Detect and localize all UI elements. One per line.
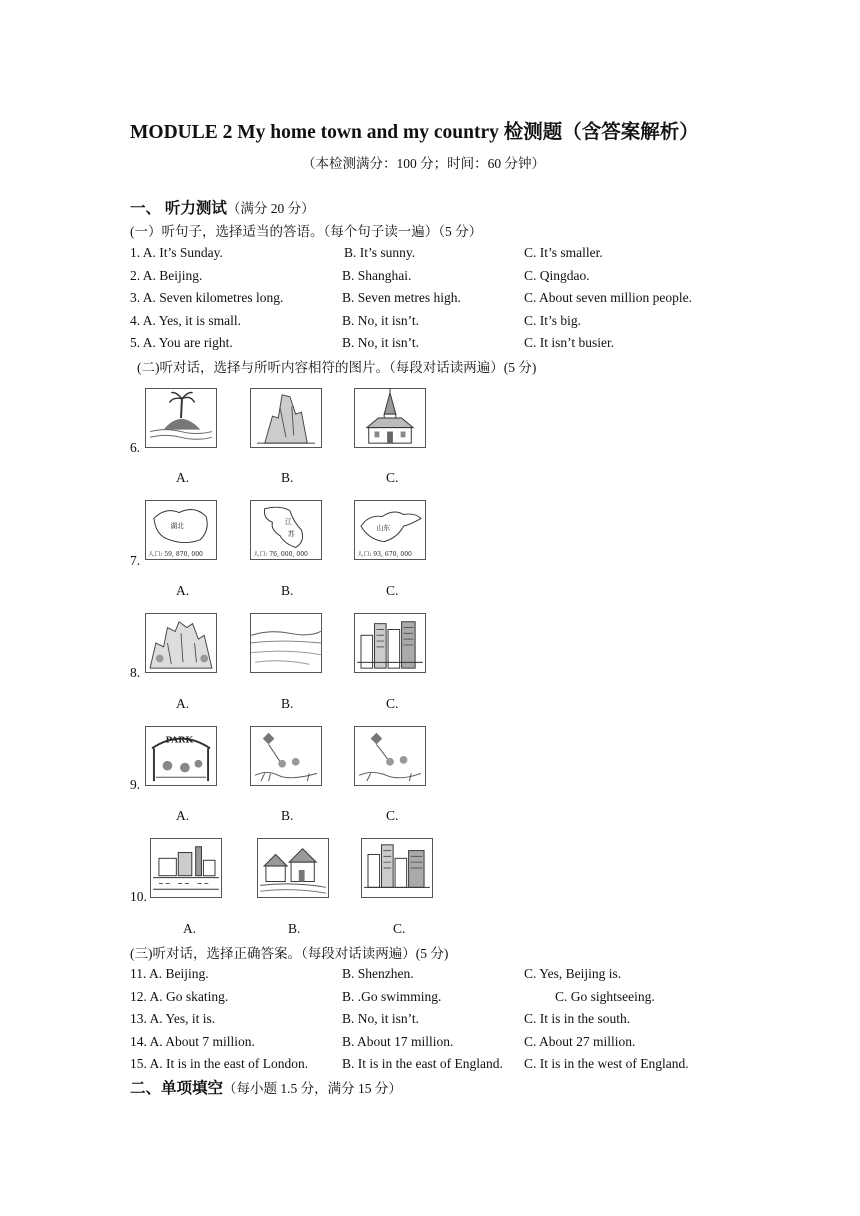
q7-label-b: B.: [281, 583, 294, 598]
q8-label-b: B.: [281, 696, 294, 711]
q3-option-c: C. About seven million people.: [524, 290, 692, 305]
q6-label-a: A.: [176, 470, 190, 485]
q1-option-b: B. It’s sunny.: [344, 245, 416, 260]
q7-number: 7.: [130, 553, 141, 568]
q14-option-b: B. About 17 million.: [342, 1034, 454, 1049]
hubei-map-name: 湖北: [170, 522, 184, 531]
page-title: MODULE 2 My home town and my country 检测题（含答案解析）: [130, 122, 699, 143]
q6-label-c: C.: [386, 470, 399, 485]
q1-option-c: C. It’s smaller.: [524, 245, 603, 260]
mountains-picture: [145, 613, 217, 673]
part1-instruction: (一）听句子，选择适当的答语。（每个句子读一遍）（5 分）: [130, 224, 483, 239]
q10-number: 10.: [130, 889, 147, 904]
q11-option-a: 11. A. Beijing.: [130, 966, 209, 981]
city-skyline-picture: [361, 838, 433, 898]
q5-option-a: 5. A. You are right.: [130, 335, 233, 350]
q1-option-a: 1. A. It’s Sunday.: [130, 245, 223, 260]
q4-option-b: B. No, it isn’t.: [342, 313, 420, 328]
page-subtitle: （本检测满分：100 分；时间：60 分钟）: [302, 156, 545, 171]
q12-option-c: C. Go sightseeing.: [555, 989, 655, 1004]
factory-road-picture: [150, 838, 222, 898]
part2-instruction: (二)听对话，选择与所听内容相符的图片。（每段对话读两遍）(5 分): [137, 360, 537, 375]
q10-label-c: C.: [393, 921, 406, 936]
q10-label-a: A.: [183, 921, 197, 936]
q12-option-a: 12. A. Go skating.: [130, 989, 229, 1004]
jiangsu-population: 人口: 76, 000, 000: [253, 551, 308, 559]
park-sign-text: PARK: [165, 735, 193, 746]
q8-label-c: C.: [386, 696, 399, 711]
shandong-population: 人口: 93, 670, 000: [357, 551, 412, 559]
q13-option-a: 13. A. Yes, it is.: [130, 1011, 216, 1026]
section-2-note: （每小题 1.5 分，满分 15 分）: [223, 1081, 402, 1096]
q6-number: 6.: [130, 440, 141, 455]
q5-option-c: C. It isn’t busier.: [524, 335, 615, 350]
q3-option-b: B. Seven metres high.: [342, 290, 461, 305]
q13-option-c: C. It is in the south.: [524, 1011, 631, 1026]
q9-label-b: B.: [281, 808, 294, 823]
city-buildings-picture: [354, 613, 426, 673]
jiangsu-map-name-1: 江: [285, 518, 292, 527]
q2-option-a: 2. A. Beijing.: [130, 268, 203, 283]
shandong-map-picture: [354, 500, 426, 560]
q14-option-a: 14. A. About 7 million.: [130, 1034, 255, 1049]
section-2-heading: [130, 1076, 402, 1098]
q7-label-a: A.: [176, 583, 190, 598]
rock-mountain-picture: [250, 388, 322, 448]
q2-option-c: C. Qingdao.: [524, 268, 590, 283]
q8-label-a: A.: [176, 696, 190, 711]
q2-option-b: B. Shanghai.: [342, 268, 412, 283]
q9-number: 9.: [130, 777, 141, 792]
q15-option-c: C. It is in the west of England.: [524, 1056, 689, 1071]
q15-option-a: 15. A. It is in the east of London.: [130, 1056, 309, 1071]
section-2-title: 二、单项填空: [130, 1080, 224, 1097]
church-picture: [354, 388, 426, 448]
q9-label-a: A.: [176, 808, 190, 823]
shandong-map-name: 山东: [376, 524, 390, 532]
jiangsu-map-name-2: 苏: [287, 529, 295, 538]
kite-children-picture: [250, 726, 322, 786]
part3-instruction: (三)听对话，选择正确答案。（每段对话读两遍）(5 分): [130, 946, 449, 961]
q12-option-b: B. .Go swimming.: [342, 989, 442, 1004]
q11-option-c: C. Yes, Beijing is.: [524, 966, 622, 981]
q11-option-b: B. Shenzhen.: [342, 966, 414, 981]
park-picture: [145, 726, 217, 786]
q8-number: 8.: [130, 665, 141, 680]
village-houses-picture: [257, 838, 329, 898]
q4-option-c: C. It’s big.: [524, 313, 582, 328]
jiangsu-map-picture: [250, 500, 322, 560]
q13-option-b: B. No, it isn’t.: [342, 1011, 420, 1026]
q5-option-b: B. No, it isn’t.: [342, 335, 420, 350]
q10-label-b: B.: [288, 921, 301, 936]
q3-option-a: 3. A. Seven kilometres long.: [130, 290, 284, 305]
section-1-note: （满分 20 分）: [226, 201, 315, 216]
q9-label-c: C.: [386, 808, 399, 823]
section-1-heading: [130, 196, 315, 218]
island-palm-picture: [145, 388, 217, 448]
q14-option-c: C. About 27 million.: [524, 1034, 636, 1049]
hubei-map-picture: [145, 500, 217, 560]
hubei-population: 人口: 59, 870, 000: [148, 551, 203, 559]
q6-label-b: B.: [281, 470, 294, 485]
river-picture: [250, 613, 322, 673]
q15-option-b: B. It is in the east of England.: [342, 1056, 503, 1071]
kite-children-picture-2: [354, 726, 426, 786]
section-1-title: 一、 听力测试: [130, 200, 227, 217]
q7-label-c: C.: [386, 583, 399, 598]
q4-option-a: 4. A. Yes, it is small.: [130, 313, 242, 328]
